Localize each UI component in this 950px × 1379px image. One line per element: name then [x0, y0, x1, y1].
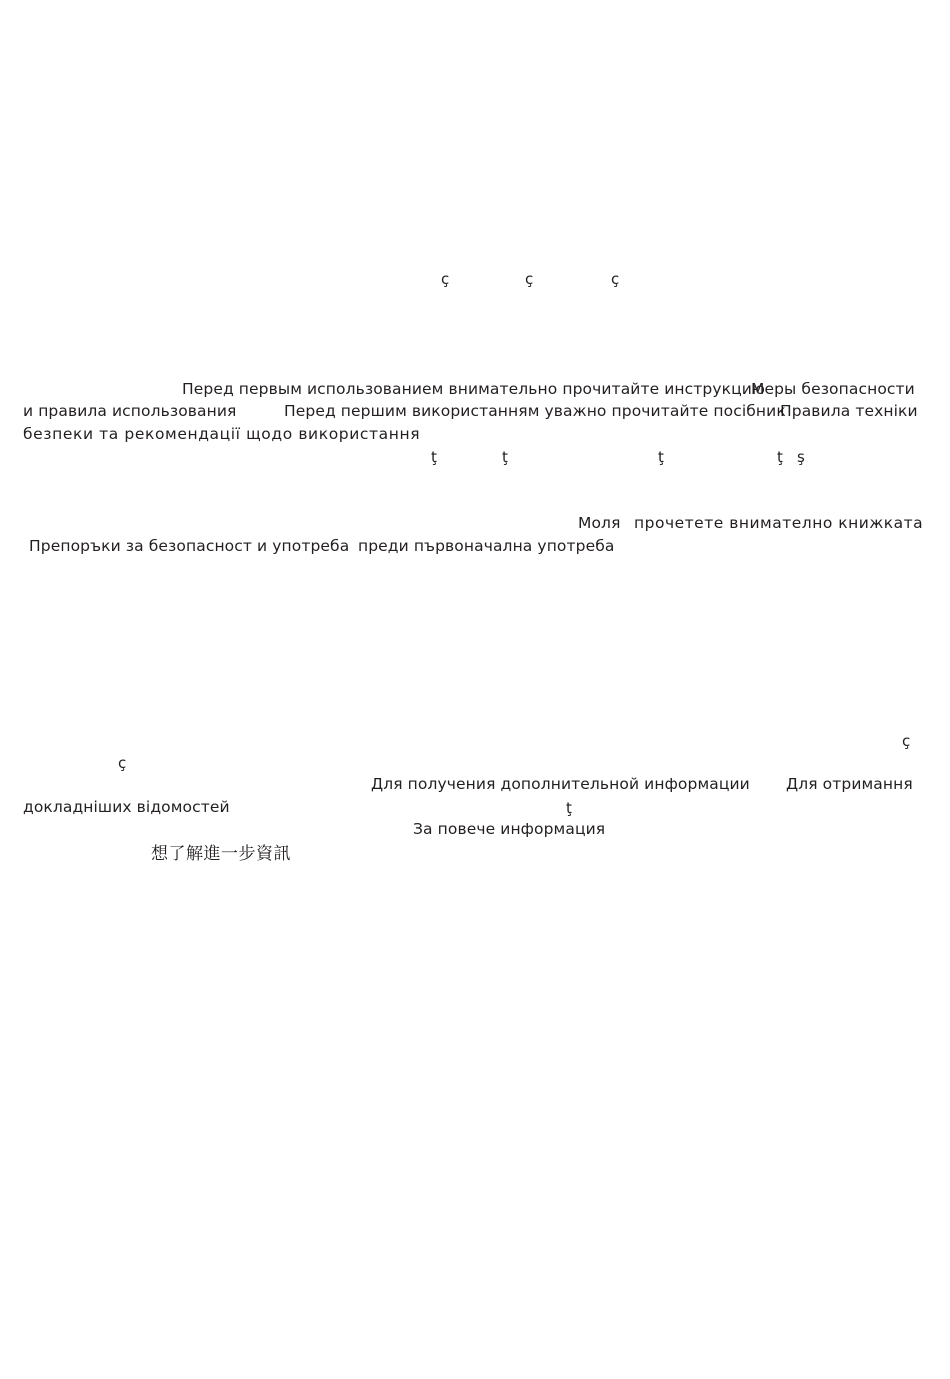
t-comma-glyph: ţ [658, 448, 664, 466]
uk-safety-heading-line1: Правила техніки [780, 402, 918, 420]
t-comma-glyph: ţ [566, 799, 572, 817]
ru-safety-heading-line1: Меры безопасности [751, 380, 915, 398]
uk-read-before-use: Перед першим використанням уважно прочитайте посібник [284, 402, 786, 420]
ru-more-info: Для получения дополнительной информации [371, 775, 750, 793]
uk-more-info-line1: Для отримання [786, 775, 913, 793]
uk-more-info-line2: докладніших відомостей [23, 798, 230, 816]
c-cedilla-glyph: ç [525, 270, 534, 288]
bg-please: Моля [578, 514, 621, 532]
t-comma-glyph: ţ [502, 448, 508, 466]
bg-safety-heading: Препоръки за безопасност и употреба [29, 537, 350, 555]
t-comma-glyph: ţ [777, 448, 783, 466]
t-comma-glyph: ţ [431, 448, 437, 466]
zh-more-info: 想了解進一步資訊 [151, 844, 291, 864]
ru-read-before-use: Перед первым использованием внимательно прочитайте инструкцию [182, 380, 766, 398]
c-cedilla-glyph: ç [118, 754, 127, 772]
c-cedilla-glyph: ç [611, 270, 620, 288]
s-comma-glyph: ş [797, 448, 805, 466]
bg-read-carefully: прочетете внимателно книжката [634, 514, 924, 532]
bg-before-first-use: преди първоначална употреба [358, 537, 615, 555]
c-cedilla-glyph: ç [902, 732, 911, 750]
uk-safety-heading-line2: безпеки та рекомендації щодо використання [23, 425, 421, 443]
c-cedilla-glyph: ç [441, 270, 450, 288]
bg-more-info: За повече информация [413, 820, 606, 838]
ru-safety-heading-line2: и правила использования [23, 402, 237, 420]
